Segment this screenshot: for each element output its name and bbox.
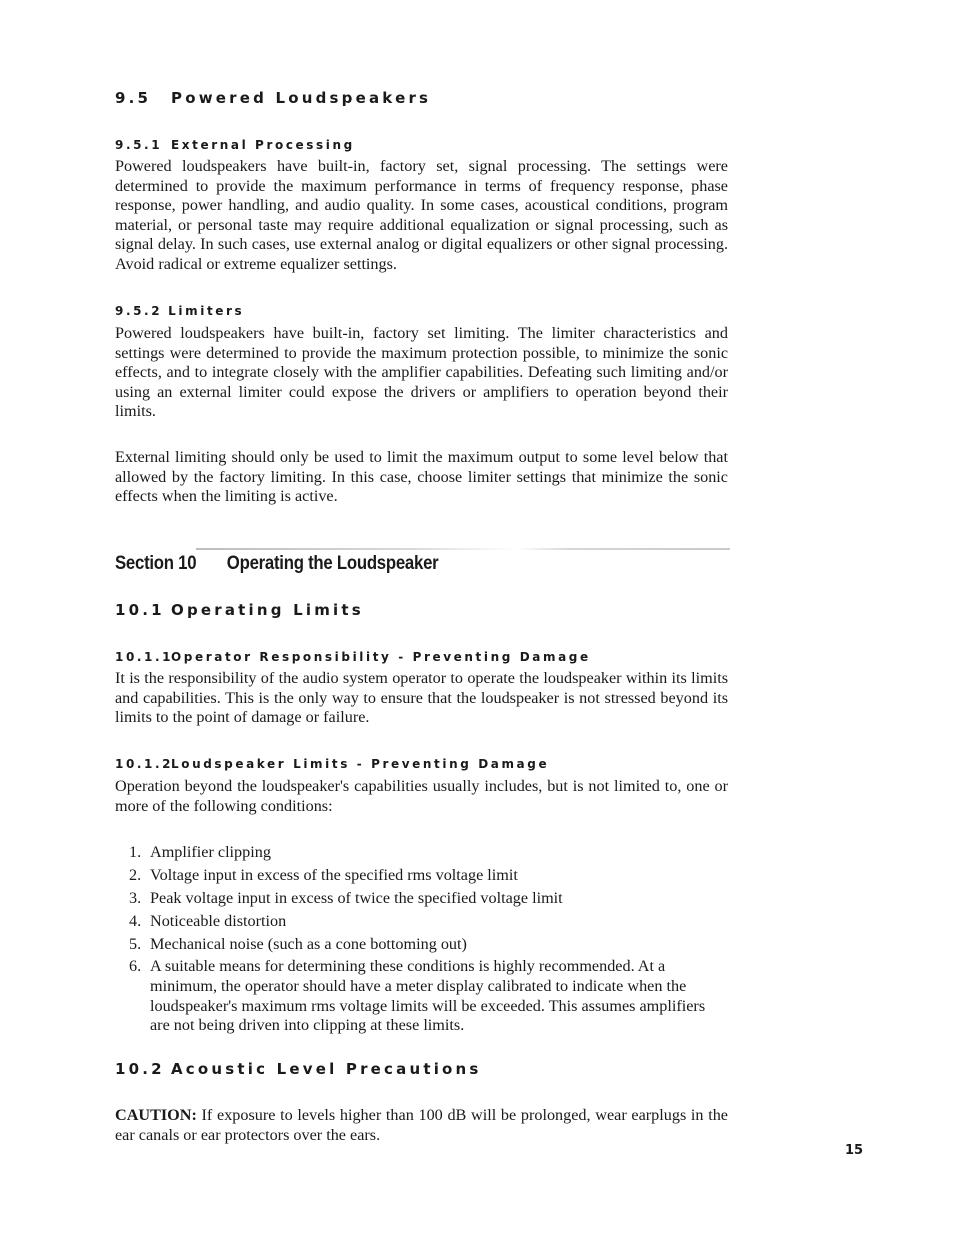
paragraph-operator-responsibility: It is the responsibility of the audio system operator to operate the loudspeaker within its limits and capabilities. This is the only way to ensure that the loudspeaker is not stressed beyond its limits to the point of damage or failure. [115,669,728,727]
paragraph-limiters-1: Powered loudspeakers have built-in, factory set limiting. The limiter characteristics and settings were determined to provide the maximum protection possible, to minimize the sonic effects, and to integrate closely with the amplifier capabilities. Defeating such limiting and/or using an external limiter could expose the drivers or amplifiers to operation beyond their limits. [115,324,728,421]
list-item [115,912,728,932]
heading-9-5-1 [115,138,355,152]
section-10-title [115,552,438,575]
list-item-number: 6. [129,957,142,976]
list-item-text: Mechanical noise (such as a cone bottoming out) [150,934,467,953]
heading-number: 9.5.1 [115,138,163,152]
list-item-text: Amplifier clipping [150,843,271,861]
list-item-text: A suitable means for determining these conditions is highly recommended. At a minimum, the operator should have a meter display calibrated to indicate when the loudspeaker's maximum rms voltage limits will be exceeded. This assumes amplifiers are not being driven into clipping at these limits. [150,957,706,1035]
heading-title: Acoustic Level Precautions [171,1060,482,1078]
list-item-number: 1. [129,843,142,861]
heading-number: 10.1.1 [115,650,174,664]
list-item [115,843,728,863]
section-number: Section 10 [115,552,197,574]
paragraph-caution [115,1106,728,1145]
section-title-text: Operating the Loudspeaker [226,552,439,574]
heading-10-1-1 [115,650,591,664]
list-item [115,957,728,1035]
list-item-number: 5. [129,934,142,953]
list-item [115,889,728,909]
page-number: 15 [845,1143,864,1158]
list-item-number: 2. [129,865,142,884]
heading-number: 9.5.2 [115,304,163,318]
heading-title: Operating Limits [171,601,364,619]
paragraph-loudspeaker-limits: Operation beyond the loudspeaker's capabilities usually includes, but is not limited to, one or more of the following conditions: [115,777,728,815]
heading-10-1 [115,601,364,619]
heading-title: External Processing [171,138,355,152]
paragraph-external-processing: Powered loudspeakers have built-in, factory set, signal processing. The settings were determined to provide the maximum performance in terms of frequency response, phase response, power handling, and audio quality. In some cases, acoustical conditions, program material, or personal taste may require additional equalization or signal processing, such as signal delay. In such cases, use external analog or digital equalizers or other signal processing. Avoid radical or extreme equalizer settings. [115,157,728,273]
conditions-list [115,843,728,1039]
heading-number: 10.1 [115,601,165,619]
heading-number: 10.2 [115,1060,165,1078]
heading-number: 10.1.2 [115,757,174,771]
caution-label: CAUTION: [115,1106,197,1124]
list-item [115,935,728,955]
heading-9-5 [115,89,431,107]
heading-title: Operator Responsibility - Preventing Damage [171,650,591,664]
heading-10-1-2 [115,757,549,771]
list-item-text: Voltage input in excess of the specified rms voltage limit [150,865,518,884]
heading-title: Loudspeaker Limits - Preventing Damage [171,757,550,771]
list-item-text: Noticeable distortion [150,911,287,930]
heading-9-5-2 [115,304,244,318]
heading-title: Powered Loudspeakers [171,89,432,107]
paragraph-limiters-2: External limiting should only be used to limit the maximum output to some level below that allowed by the factory limiting. In this case, choose limiter settings that minimize the sonic effects when the limiting is active. [115,448,728,506]
caution-text: If exposure to levels higher than 100 dB will be prolonged, wear earplugs in the ear canals or ear protectors over the ears. [115,1106,728,1144]
list-item-text: Peak voltage input in excess of twice the specified voltage limit [150,888,563,907]
list-item-number: 4. [129,911,142,930]
heading-10-2 [115,1060,482,1078]
heading-title: Limiters [168,304,245,318]
heading-number: 9.5 [115,89,152,107]
list-item [115,866,728,886]
list-item-number: 3. [129,888,142,907]
section-divider [196,548,730,550]
